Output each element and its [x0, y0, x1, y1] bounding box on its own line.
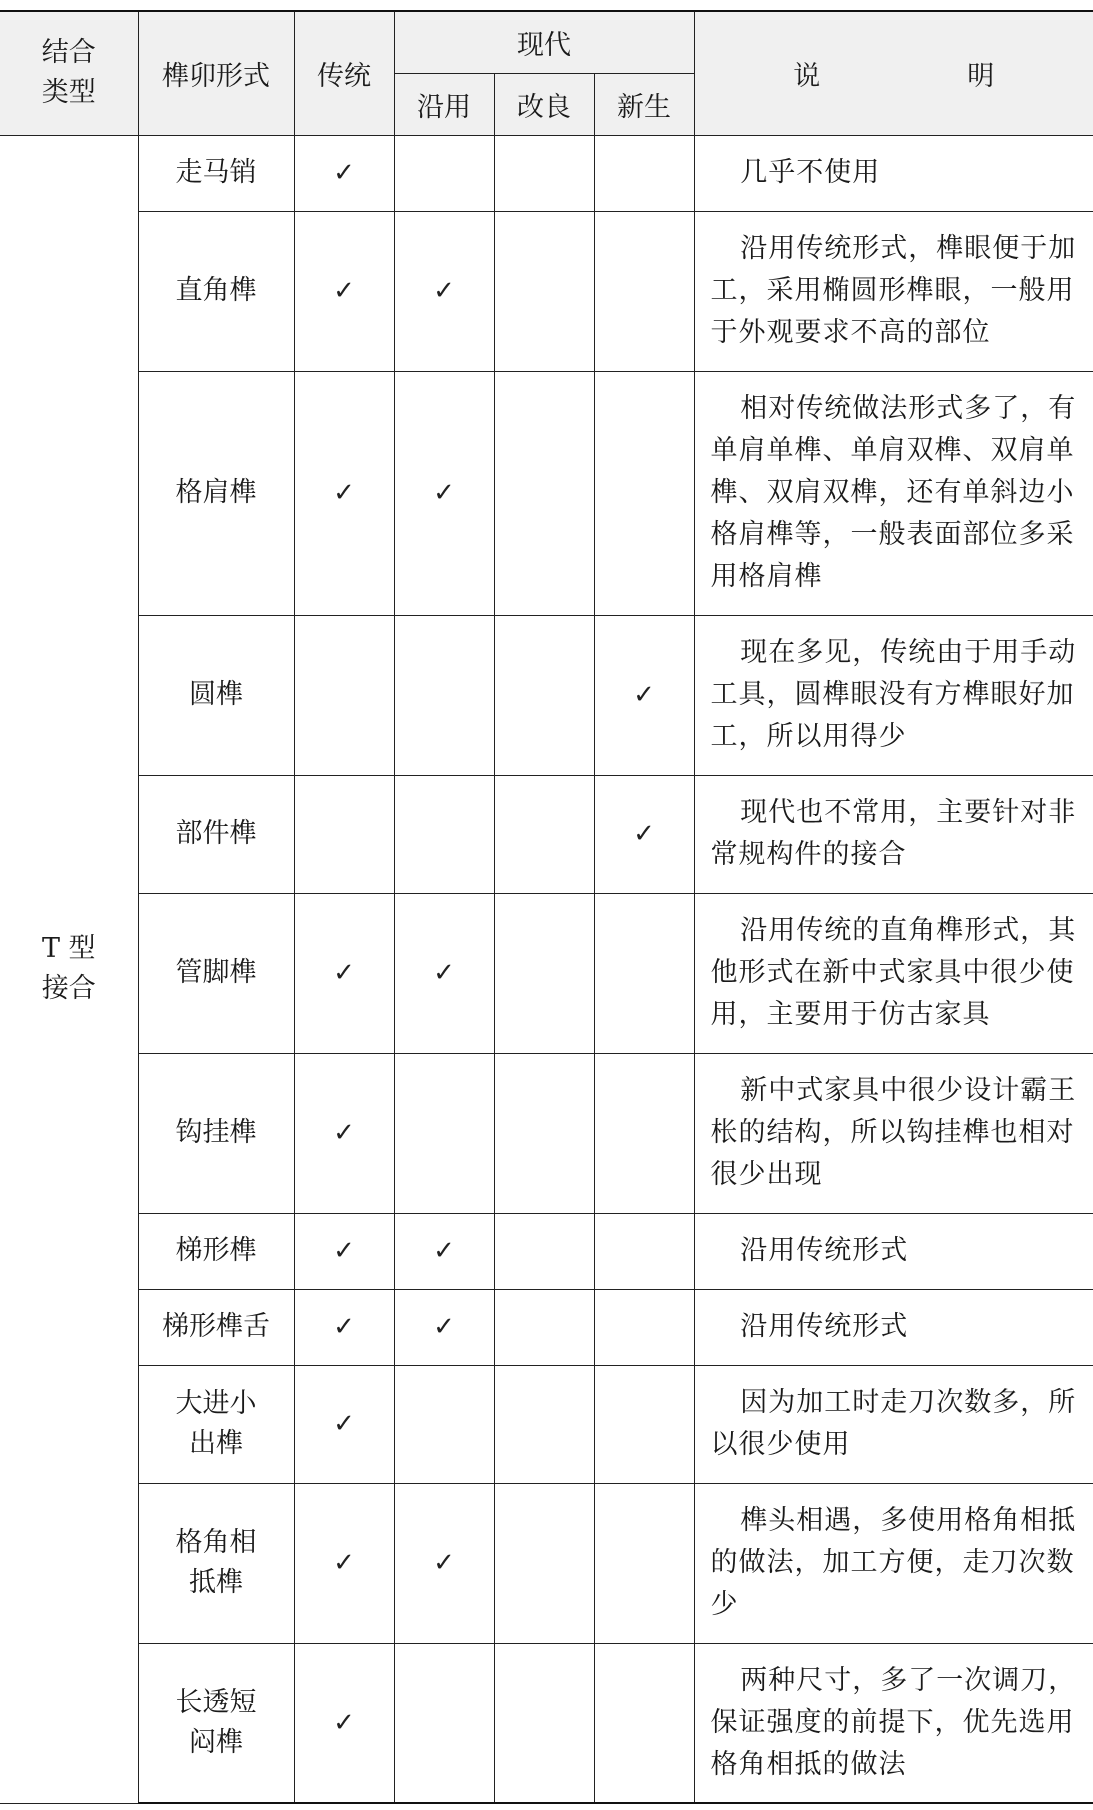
- cell-modern-new: [594, 1643, 694, 1803]
- row-form: [138, 135, 294, 211]
- form-line1: 大进小: [175, 1388, 257, 1419]
- table-row: [0, 1289, 1093, 1365]
- cell-modern-continue: [394, 135, 494, 211]
- cell-modern-continue: ✓: [394, 371, 494, 615]
- form-line1: 直角榫: [175, 275, 257, 306]
- cell-modern-new: ✓: [594, 615, 694, 775]
- cell-modern-continue: [394, 1365, 494, 1483]
- note-text: 相对传统做法形式多了，有单肩单榫、单肩双榫、双肩单榫、双肩双榫，还有单斜边小格肩榫等，一般表面部位多采用格肩榫: [710, 393, 1077, 592]
- header-joint-type-line2: 类型: [41, 77, 96, 109]
- cell-modern-continue: [394, 1643, 494, 1803]
- table-row: [0, 893, 1093, 1053]
- cell-modern-improve: [494, 371, 594, 615]
- cell-traditional: ✓: [294, 1053, 394, 1213]
- cell-modern-new: [594, 1053, 694, 1213]
- table-row: [0, 1365, 1093, 1483]
- note-text: 沿用传统形式: [740, 1311, 909, 1342]
- form-line1: 部件榫: [175, 818, 257, 849]
- row-form: [138, 893, 294, 1053]
- table-row: [0, 1643, 1093, 1803]
- cell-modern-improve: [494, 1643, 594, 1803]
- cell-traditional: ✓: [294, 371, 394, 615]
- cell-modern-new: ✓: [594, 775, 694, 893]
- row-form: [138, 1483, 294, 1643]
- cell-modern-improve: [494, 1053, 594, 1213]
- form-line1: 钩挂榫: [175, 1117, 257, 1148]
- cell-modern-improve: [494, 615, 594, 775]
- form-line2: 抵榫: [189, 1567, 243, 1598]
- cell-note: [694, 135, 1093, 211]
- note-text: 因为加工时走刀次数多，所以很少使用: [710, 1387, 1077, 1460]
- group-joint-type-line2: 接合: [41, 973, 96, 1004]
- cell-modern-improve: [494, 1483, 594, 1643]
- cell-modern-new: [594, 1289, 694, 1365]
- header-joint-type: [0, 11, 138, 135]
- cell-modern-new: [594, 1483, 694, 1643]
- row-form: [138, 1365, 294, 1483]
- table-row: [0, 775, 1093, 893]
- table-row: [0, 615, 1093, 775]
- cell-modern-improve: [494, 775, 594, 893]
- note-text: 榫头相遇，多使用格角相抵的做法，加工方便，走刀次数少: [710, 1505, 1077, 1620]
- form-line1: 圆榫: [189, 679, 243, 710]
- header-modern-improve: 改良: [494, 73, 594, 135]
- cell-modern-continue: ✓: [394, 211, 494, 371]
- row-form: [138, 1289, 294, 1365]
- cell-modern-improve: [494, 1213, 594, 1289]
- cell-note: [694, 775, 1093, 893]
- cell-modern-new: [594, 893, 694, 1053]
- header-modern-new: 新生: [594, 73, 694, 135]
- cell-modern-continue: ✓: [394, 1213, 494, 1289]
- cell-traditional: ✓: [294, 1483, 394, 1643]
- note-text: 现在多见，传统由于用手动工具，圆榫眼没有方榫眼好加工，所以用得少: [710, 637, 1077, 752]
- cell-traditional: ✓: [294, 1213, 394, 1289]
- cell-traditional: ✓: [294, 893, 394, 1053]
- header-modern-continue: 沿用: [394, 73, 494, 135]
- cell-modern-new: [594, 371, 694, 615]
- cell-traditional: [294, 615, 394, 775]
- cell-modern-improve: [494, 135, 594, 211]
- header-note: 说 明: [694, 11, 1093, 135]
- form-line1: 管脚榫: [175, 957, 257, 988]
- form-line1: 梯形榫: [175, 1235, 257, 1266]
- cell-traditional: [294, 775, 394, 893]
- table-row: [0, 211, 1093, 371]
- note-text: 新中式家具中很少设计霸王枨的结构，所以钩挂榫也相对很少出现: [710, 1075, 1077, 1190]
- cell-note: [694, 1365, 1093, 1483]
- cell-modern-continue: ✓: [394, 1483, 494, 1643]
- cell-modern-improve: [494, 211, 594, 371]
- table-row: [0, 135, 1093, 211]
- note-text: 现代也不常用，主要针对非常规构件的接合: [710, 797, 1077, 870]
- table-body: [0, 135, 1093, 1803]
- cell-modern-continue: ✓: [394, 893, 494, 1053]
- cell-note: [694, 1483, 1093, 1643]
- note-text: 沿用传统的直角榫形式，其他形式在新中式家具中很少使用，主要用于仿古家具: [710, 915, 1077, 1030]
- table-row: [0, 1213, 1093, 1289]
- cell-note: [694, 1643, 1093, 1803]
- group-joint-type-line1: T 型: [41, 933, 96, 964]
- cell-traditional: ✓: [294, 211, 394, 371]
- cell-modern-improve: [494, 893, 594, 1053]
- row-form: [138, 615, 294, 775]
- form-line1: 长透短: [175, 1686, 257, 1718]
- row-form: [138, 1643, 294, 1803]
- cell-modern-improve: [494, 1365, 594, 1483]
- cell-traditional: ✓: [294, 135, 394, 211]
- row-form: [138, 371, 294, 615]
- cell-modern-continue: [394, 615, 494, 775]
- form-line2: 闷榫: [189, 1726, 243, 1758]
- form-line2: 出榫: [189, 1428, 243, 1459]
- joinery-table: [0, 10, 1093, 1804]
- cell-note: [694, 1213, 1093, 1289]
- row-form: [138, 211, 294, 371]
- row-form: [138, 775, 294, 893]
- note-text: 几乎不使用: [740, 157, 881, 188]
- group-joint-type: [0, 135, 138, 1803]
- form-line1: 格肩榫: [175, 477, 257, 508]
- cell-note: [694, 211, 1093, 371]
- cell-traditional: ✓: [294, 1643, 394, 1803]
- header-modern: 现代: [394, 11, 694, 73]
- cell-modern-continue: [394, 1053, 494, 1213]
- note-text: 沿用传统形式，榫眼便于加工，采用椭圆形榫眼，一般用于外观要求不高的部位: [710, 233, 1077, 348]
- header-joint-type-line1: 结合: [41, 37, 96, 69]
- header-traditional: 传统: [294, 11, 394, 135]
- cell-note: [694, 615, 1093, 775]
- table-row: [0, 371, 1093, 615]
- cell-note: [694, 893, 1093, 1053]
- table-row: [0, 1053, 1093, 1213]
- header-joint-form: 榫卯形式: [138, 11, 294, 135]
- note-text: 两种尺寸，多了一次调刀，保证强度的前提下，优先选用格角相抵的做法: [710, 1664, 1077, 1780]
- note-text: 沿用传统形式: [740, 1235, 909, 1266]
- cell-modern-continue: [394, 775, 494, 893]
- cell-note: [694, 1053, 1093, 1213]
- form-line1: 格角相: [175, 1527, 257, 1558]
- row-form: [138, 1213, 294, 1289]
- cell-modern-new: [594, 1365, 694, 1483]
- table-row: [0, 1483, 1093, 1643]
- cell-modern-new: [594, 211, 694, 371]
- cell-note: [694, 1289, 1093, 1365]
- cell-modern-new: [594, 135, 694, 211]
- cell-traditional: ✓: [294, 1289, 394, 1365]
- cell-modern-continue: ✓: [394, 1289, 494, 1365]
- form-line1: 梯形榫舌: [162, 1311, 270, 1342]
- cell-note: [694, 371, 1093, 615]
- cell-modern-new: [594, 1213, 694, 1289]
- row-form: [138, 1053, 294, 1213]
- cell-traditional: ✓: [294, 1365, 394, 1483]
- form-line1: 走马销: [175, 157, 257, 188]
- cell-modern-improve: [494, 1289, 594, 1365]
